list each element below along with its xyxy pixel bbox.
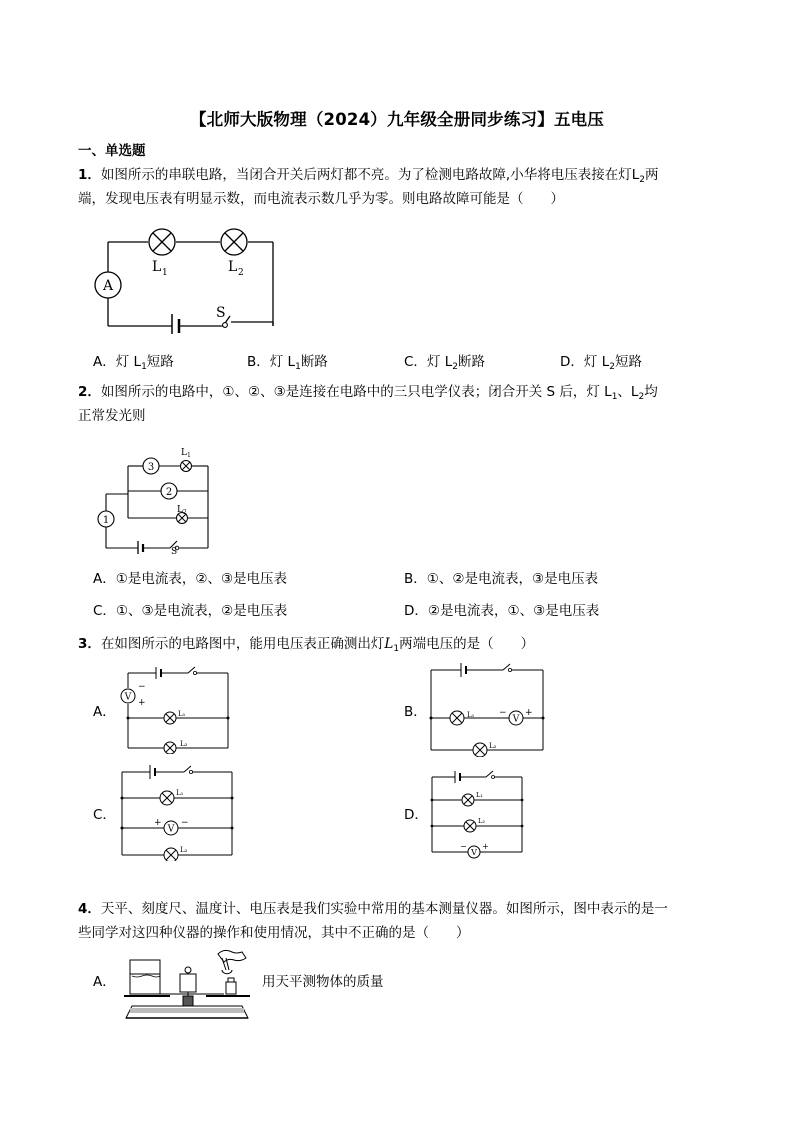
svg-text:+: + [138, 698, 146, 708]
svg-text:1: 1 [162, 268, 168, 278]
voltmeter-icon [509, 711, 523, 725]
svg-text:−: − [460, 842, 467, 851]
question-1-text: 1．如图所示的串联电路，当闭合开关后两灯都不亮。为了检测电路故障,小华将电压表接在灯$L_2$两 端，发现电压表有明显示数，而电流表示数几乎为零。则电路故障可能是（ ） [78, 167, 659, 207]
svg-text:L₂: L₂ [489, 742, 497, 750]
q1-option-b[interactable]: B．灯 $L_1$断路 [247, 354, 328, 372]
question-4-text: 4．天平、刻度尺、温度计、电压表是我们实验中常用的基本测量仪器。如图所示，图中表示的是一 些同学对这四种仪器的操作和使用情况，其中不正确的是（ ） [78, 901, 668, 941]
q1-option-c[interactable]: C．灯 $L_2$断路 [404, 354, 485, 372]
svg-text:L₂: L₂ [478, 817, 485, 825]
svg-text:1: 1 [187, 452, 191, 459]
lamp-l1-icon [149, 229, 175, 255]
svg-text:+: + [482, 842, 489, 851]
svg-text:L: L [177, 505, 183, 515]
q3-circuit-c [118, 763, 236, 861]
question-3-text: 3．在如图所示的电路图中，能用电压表正确测出灯$L_1$两端电压的是（ ） [78, 636, 535, 654]
q4-option-a-text: 用天平测物体的质量 [262, 974, 384, 990]
svg-text:L₁: L₁ [176, 789, 184, 797]
svg-text:V: V [124, 692, 132, 703]
svg-text:2: 2 [238, 268, 244, 278]
lamp-l2-icon [473, 743, 487, 757]
svg-text:−: − [138, 682, 146, 692]
question-number: 1． [78, 167, 101, 183]
ammeter-icon [95, 272, 121, 298]
svg-text:2: 2 [165, 487, 173, 498]
lamp-l1-icon [462, 794, 474, 806]
page-title: 【北师大版物理（2024）九年级全册同步练习】五电压 [189, 110, 605, 129]
lamp-l1-icon [450, 711, 464, 725]
svg-text:A: A [102, 278, 114, 294]
meter-3-icon [143, 458, 159, 474]
svg-text:−: − [181, 818, 189, 828]
meter-1-icon [98, 511, 114, 527]
svg-text:L: L [181, 448, 187, 458]
lamp-l1-icon [164, 712, 176, 724]
q1-option-a[interactable]: A．灯 $L_1$短路 [93, 354, 174, 372]
balance-scale-illustration [122, 946, 257, 1026]
voltmeter-icon [121, 689, 135, 703]
question-1-circuit-diagram [90, 222, 290, 334]
q3-circuit-a [118, 664, 233, 754]
q3-circuit-d [428, 769, 528, 861]
question-2-text: 2．如图所示的电路中，①、②、③是连接在电路中的三只电学仪表；闭合开关 S 后，灯 $L_1$、$L_2$均 正常发光则 [78, 384, 658, 424]
lamp-l2-icon [164, 848, 178, 861]
lamp-l1-icon [181, 461, 192, 472]
svg-text:L₁: L₁ [476, 791, 483, 799]
svg-text:3: 3 [147, 462, 155, 473]
question-2-circuit-diagram [92, 444, 217, 554]
svg-text:V: V [471, 848, 477, 857]
lamp-l2-icon [464, 820, 476, 832]
q2-option-a[interactable]: A．①是电流表，②、③是电压表 [93, 571, 288, 587]
q2-option-b[interactable]: B．①、②是电流表，③是电压表 [404, 571, 599, 587]
section-heading: 一、单选题 [78, 143, 146, 159]
svg-text:L₁: L₁ [178, 710, 186, 718]
svg-text:−: − [499, 708, 507, 718]
svg-text:L₁: L₁ [467, 711, 475, 719]
svg-text:1: 1 [102, 515, 110, 526]
lamp-l2-icon [164, 742, 176, 754]
q4-option-a-label[interactable]: A． [93, 974, 116, 990]
svg-text:+: + [525, 708, 533, 718]
meter-2-icon [161, 483, 177, 499]
lamp-l1-icon [160, 791, 174, 805]
svg-text:L₂: L₂ [180, 740, 188, 748]
q3-option-a[interactable]: A． [93, 704, 116, 720]
svg-text:V: V [512, 714, 520, 725]
svg-text:S: S [171, 547, 178, 554]
svg-text:+: + [154, 818, 162, 828]
q2-option-c[interactable]: C．①、③是电流表，②是电压表 [93, 603, 288, 619]
l2-label: L [228, 259, 238, 275]
q3-circuit-b [425, 660, 550, 757]
svg-text:V: V [167, 824, 175, 835]
q3-option-d[interactable]: D． [404, 807, 428, 823]
q3-option-b[interactable]: B． [404, 704, 427, 720]
q2-option-d[interactable]: D．②是电流表，①、③是电压表 [404, 603, 600, 619]
voltmeter-icon [468, 846, 480, 858]
q1-option-d[interactable]: D．灯 $L_2$短路 [560, 354, 642, 372]
voltmeter-icon [164, 821, 178, 835]
svg-text:2: 2 [183, 509, 187, 516]
svg-text:L₂: L₂ [180, 846, 188, 854]
lamp-l2-icon [221, 229, 247, 255]
l1-label: L [152, 259, 162, 275]
switch-label: S [216, 305, 226, 321]
q3-option-c[interactable]: C． [93, 807, 116, 823]
